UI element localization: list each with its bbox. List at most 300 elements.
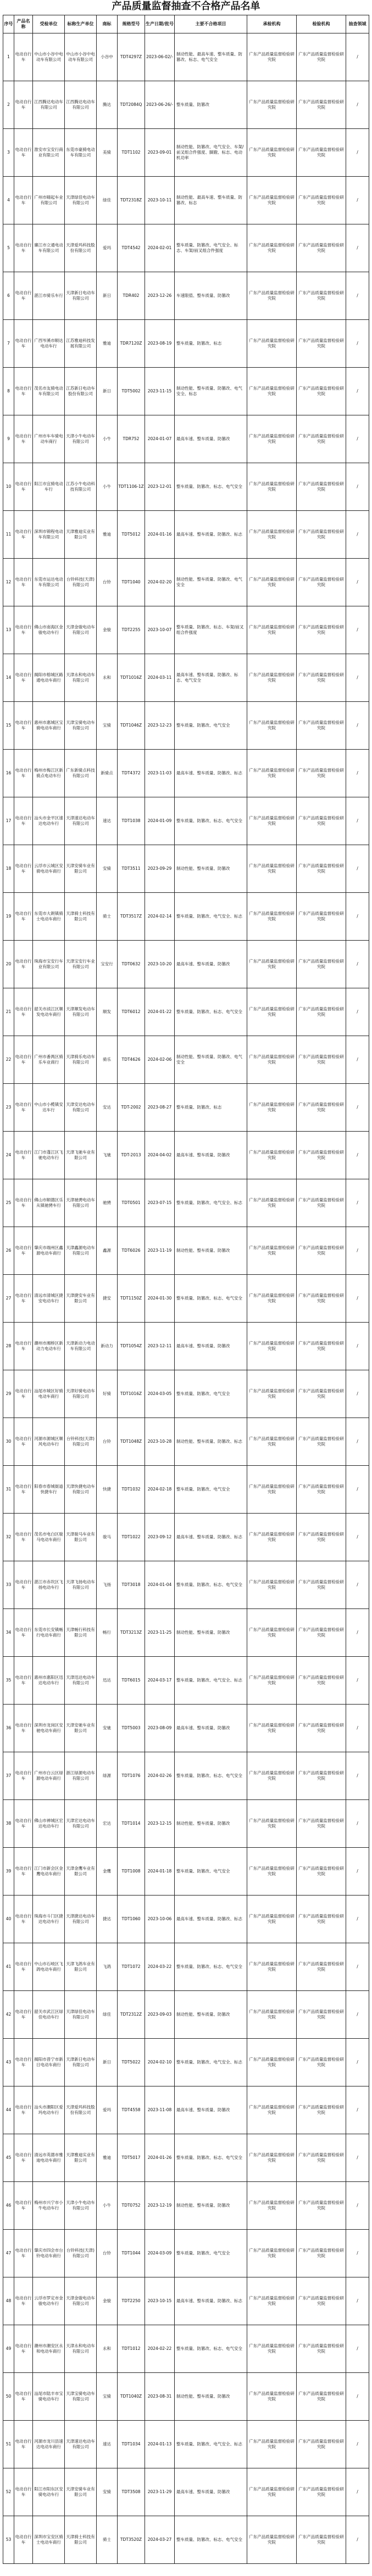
cell-failed-items: 整车质量、防篡改、电气安全、标志 xyxy=(175,893,247,941)
cell-inspection-agency: 广东产品质量监督检验研究院 xyxy=(297,2516,346,2564)
cell-product: 电动自行车 xyxy=(14,1561,33,1609)
cell-model: TDT6026 xyxy=(118,1227,145,1275)
cell-brand: 金骏 xyxy=(97,606,118,654)
cell-testing-agency: 广东产品质量监督检验研究院 xyxy=(247,1418,297,1466)
table-row xyxy=(3,177,369,224)
cell-manufacturer: 天津驰骋电动车有限公司 xyxy=(65,1179,97,1227)
cell-date: 2024-03-27 xyxy=(145,2516,175,2564)
cell-date: 2023-12-26 xyxy=(145,272,175,320)
cell-failed-items: 整车质量、防篡改、标志、电气安全 xyxy=(175,797,247,845)
cell-inspected-unit: 江门市新会区金鹰电动车商行 xyxy=(33,1848,65,1896)
cell-brand: 宏达 xyxy=(97,1800,118,1848)
cell-field: / xyxy=(346,177,369,224)
cell-date: 2024-02-14 xyxy=(145,893,175,941)
cell-product: 电动自行车 xyxy=(14,2277,33,2325)
cell-manufacturer: 天津速达电动车有限公司 xyxy=(65,797,97,845)
table-row xyxy=(3,1705,369,1752)
cell-product: 电动自行车 xyxy=(14,941,33,988)
cell-brand: 腾达 xyxy=(97,81,118,129)
cell-product: 电动自行车 xyxy=(14,1084,33,1132)
cell-manufacturer: 天津金骏电动车有限公司 xyxy=(65,2277,97,2325)
cell-field: / xyxy=(346,606,369,654)
cell-date: 2023-09-29 xyxy=(145,845,175,893)
cell-inspected-unit: 云浮市云城区安骑电动车商行 xyxy=(33,845,65,893)
cell-inspected-unit: 潮州市湘桥区新动力电动车行 xyxy=(33,1323,65,1370)
cell-failed-items: 制动性能、整车质量、防篡改 xyxy=(175,1800,247,1848)
table-row xyxy=(3,1132,369,1179)
cell-testing-agency: 广东产品质量监督检验研究院 xyxy=(247,1036,297,1084)
cell-index: 45 xyxy=(3,2134,14,2182)
cell-field: / xyxy=(346,1179,369,1227)
cell-index: 48 xyxy=(3,2277,14,2325)
cell-index: 49 xyxy=(3,2325,14,2373)
cell-inspected-unit: 中山市石岐区飞鸽电动车商行 xyxy=(33,1943,65,1991)
cell-failed-items: 整车质量、防篡改、标志 xyxy=(175,320,247,368)
cell-field: / xyxy=(346,463,369,511)
cell-failed-items: 整车质量、防篡改、标志、电气安全 xyxy=(175,1943,247,1991)
table-row xyxy=(3,2516,369,2564)
cell-testing-agency: 广东产品质量监督检验研究院 xyxy=(247,1609,297,1657)
cell-index: 50 xyxy=(3,2373,14,2421)
cell-brand: 新日 xyxy=(97,368,118,415)
cell-field: / xyxy=(346,2373,369,2421)
cell-inspected-unit: 广西岑溪市顺达电动车行 xyxy=(33,320,65,368)
table-row xyxy=(3,320,369,368)
cell-product: 电动自行车 xyxy=(14,845,33,893)
cell-testing-agency: 广东产品质量监督检验研究院 xyxy=(247,2373,297,2421)
cell-inspected-unit: 湛江市赤坎区飞扬电动车行 xyxy=(33,1561,65,1609)
cell-field: / xyxy=(346,702,369,750)
cell-failed-items: 最高车速、整车质量、防篡改、标志、电气安全 xyxy=(175,654,247,702)
cell-field: / xyxy=(346,1657,369,1705)
table-row xyxy=(3,2086,369,2134)
cell-inspection-agency: 广东产品质量监督检验研究院 xyxy=(297,1179,346,1227)
cell-manufacturer: 江西腾达电动车有限公司 xyxy=(65,81,97,129)
cell-failed-items: 整车质量、防篡改、标志、电气安全 xyxy=(175,463,247,511)
table-row xyxy=(3,845,369,893)
cell-model: TDT1034 xyxy=(118,2421,145,2468)
cell-inspected-unit: 中山市小榄镇安达车行 xyxy=(33,1084,65,1132)
cell-inspection-agency: 广东产品质量监督检验研究院 xyxy=(297,1943,346,1991)
table-row xyxy=(3,2421,369,2468)
cell-product: 电动自行车 xyxy=(14,2039,33,2086)
cell-inspection-agency: 广东产品质量监督检验研究院 xyxy=(297,1418,346,1466)
cell-brand: 台铃 xyxy=(97,559,118,606)
cell-date: 2023-10-15 xyxy=(145,2277,175,2325)
cell-testing-agency: 广东产品质量监督检验研究院 xyxy=(247,1275,297,1323)
cell-inspection-agency: 广东产品质量监督检验研究院 xyxy=(297,1084,346,1132)
cell-failed-items: 整车质量、防篡改、标志、电气安全 xyxy=(175,2516,247,2564)
cell-field: / xyxy=(346,368,369,415)
cell-manufacturer: 江苏小牛电动科技有限公司 xyxy=(65,463,97,511)
cell-date: 2023-06-02/- xyxy=(145,33,175,81)
cell-index: 1 xyxy=(3,33,14,81)
cell-inspection-agency: 广东产品质量监督检验研究院 xyxy=(297,2468,346,2516)
cell-field: / xyxy=(346,1132,369,1179)
cell-failed-items: 制动性能、最高车速、整车质量、防篡改、标志、电气安全 xyxy=(175,33,247,81)
cell-date: 2023-10-06 xyxy=(145,1896,175,1943)
cell-product: 电动自行车 xyxy=(14,320,33,368)
cell-failed-items: 整车质量、防篡改、电气安全、标志 xyxy=(175,1179,247,1227)
cell-date: 2024-01-30 xyxy=(145,1275,175,1323)
table-row xyxy=(3,750,369,797)
cell-inspection-agency: 广东产品质量监督检验研究院 xyxy=(297,1323,346,1370)
cell-product: 电动自行车 xyxy=(14,81,33,129)
cell-inspected-unit: 潮州市潮安区永和电动车商行 xyxy=(33,2325,65,2373)
cell-model: TDT4297Z xyxy=(118,33,145,81)
cell-date: 2023-11-08 xyxy=(145,2086,175,2134)
cell-field: / xyxy=(346,511,369,559)
cell-product: 电动自行车 xyxy=(14,33,33,81)
table-row xyxy=(3,224,369,272)
cell-inspected-unit: 珠海市宝安行车业有限公司 xyxy=(33,941,65,988)
cell-index: 21 xyxy=(3,988,14,1036)
cell-manufacturer: 天津捷安车业有限公司 xyxy=(65,1275,97,1323)
cell-index: 27 xyxy=(3,1275,14,1323)
cell-failed-items: 最高车速、整车质量、防篡改 xyxy=(175,941,247,988)
cell-model: TDT1040Z xyxy=(118,2373,145,2421)
cell-manufacturer: 浙江绿源电动车有限公司 xyxy=(65,1752,97,1800)
cell-field: / xyxy=(346,2230,369,2277)
cell-index: 30 xyxy=(3,1418,14,1466)
cell-inspection-agency: 广东产品质量监督检验研究院 xyxy=(297,1896,346,1943)
cell-product: 电动自行车 xyxy=(14,463,33,511)
cell-manufacturer: 台铃科技(天津)有限公司 xyxy=(65,559,97,606)
cell-model: TDT6012 xyxy=(118,988,145,1036)
cell-inspection-agency: 广东产品质量监督检验研究院 xyxy=(297,511,346,559)
cell-index: 47 xyxy=(3,2230,14,2277)
cell-inspected-unit: 梅州市兴宁市小牛电动车行 xyxy=(33,2182,65,2230)
cell-inspected-unit: 河源市龙川县速达电动车商行 xyxy=(33,2421,65,2468)
cell-brand: 金鹰 xyxy=(97,1848,118,1896)
cell-inspected-unit: 广州市番禺区骑乐车业商行 xyxy=(33,1036,65,1084)
cell-inspected-unit: 广州市嗨起车业有限公司 xyxy=(33,177,65,224)
cell-inspected-unit: 清远市英德市雅迪电动车商行 xyxy=(33,2134,65,2182)
table-row xyxy=(3,129,369,177)
cell-manufacturer: 天津骑乐电动车有限公司 xyxy=(65,1036,97,1084)
cell-manufacturer: 天津爱玛科技股份有限公司 xyxy=(65,2086,97,2134)
header-model: 规格型号 xyxy=(118,15,145,33)
header-brand: 商标 xyxy=(97,15,118,33)
cell-product: 电动自行车 xyxy=(14,1514,33,1561)
cell-inspected-unit: 阳江市阳东区安骑电动车行 xyxy=(33,2468,65,2516)
cell-model: TDT1054Z xyxy=(118,1323,145,1370)
cell-index: 3 xyxy=(3,129,14,177)
cell-date: 2023-08-27 xyxy=(145,1084,175,1132)
cell-testing-agency: 广东产品质量监督检验研究院 xyxy=(247,1800,297,1848)
cell-brand: 安骑 xyxy=(97,2468,118,2516)
cell-field: / xyxy=(346,81,369,129)
cell-testing-agency: 广东产品质量监督检验研究院 xyxy=(247,1657,297,1705)
cell-model: TDT1076 xyxy=(118,1752,145,1800)
cell-failed-items: 整车质量、防篡改、电气安全 xyxy=(175,702,247,750)
cell-date: 2023-12-11 xyxy=(145,1323,175,1370)
cell-inspection-agency: 广东产品质量监督检验研究院 xyxy=(297,1227,346,1275)
cell-index: 12 xyxy=(3,559,14,606)
cell-inspection-agency: 广东产品质量监督检验研究院 xyxy=(297,177,346,224)
cell-brand: 捷达 xyxy=(97,1896,118,1943)
cell-model: TDT1044 xyxy=(118,2230,145,2277)
cell-manufacturer: 天津永和电动车有限公司 xyxy=(65,654,97,702)
cell-inspected-unit: 云浮市罗定市金骏电动车行 xyxy=(33,2277,65,2325)
cell-testing-agency: 广东产品质量监督检验研究院 xyxy=(247,1370,297,1418)
table-row xyxy=(3,1514,369,1561)
cell-failed-items: 最高车速、整车质量、防篡改 xyxy=(175,2468,247,2516)
cell-manufacturer: 天津绿佳电动车有限公司 xyxy=(65,1991,97,2039)
cell-testing-agency: 广东产品质量监督检验研究院 xyxy=(247,2516,297,2564)
cell-product: 电动自行车 xyxy=(14,415,33,463)
cell-inspected-unit: 惠州市惠城区宝骑电动车商行 xyxy=(33,702,65,750)
cell-model: TDT0501 xyxy=(118,1179,145,1227)
cell-inspected-unit: 汕尾市城区好骑电动车商行 xyxy=(33,1370,65,1418)
cell-product: 电动自行车 xyxy=(14,1705,33,1752)
cell-manufacturer: 天津速达电动车有限公司 xyxy=(65,2421,97,2468)
cell-inspection-agency: 广东产品质量监督检验研究院 xyxy=(297,1991,346,2039)
cell-failed-items: 整车质量、防篡改、电气安全 xyxy=(175,1370,247,1418)
cell-testing-agency: 广东产品质量监督检验研究院 xyxy=(247,2277,297,2325)
table-row xyxy=(3,2230,369,2277)
cell-model: TDT3511 xyxy=(118,845,145,893)
table-row xyxy=(3,941,369,988)
cell-inspected-unit: 珠海市斗门区捷达电动车行 xyxy=(33,1896,65,1943)
cell-failed-items: 整车质量、防篡改、电气安全 xyxy=(175,1466,247,1514)
cell-failed-items: 最高车速、整车质量、防篡改 xyxy=(175,1323,247,1370)
cell-date: 2023-12-23 xyxy=(145,702,175,750)
cell-brand: 小牛 xyxy=(97,2182,118,2230)
cell-model: TDT1014 xyxy=(118,1800,145,1848)
cell-field: / xyxy=(346,1896,369,1943)
cell-model: TDT0632 xyxy=(118,941,145,988)
cell-index: 5 xyxy=(3,224,14,272)
cell-date: 2024-02-22 xyxy=(145,2325,175,2373)
cell-testing-agency: 广东产品质量监督检验研究院 xyxy=(247,1752,297,1800)
cell-manufacturer: 天津安达电动车有限公司 xyxy=(65,1084,97,1132)
cell-date: 2023-08-09 xyxy=(145,1705,175,1752)
cell-inspected-unit: 广州市车车骑电动车商行 xyxy=(33,415,65,463)
cell-inspection-agency: 广东产品质量监督检验研究院 xyxy=(297,2277,346,2325)
cell-brand: 小牛 xyxy=(97,415,118,463)
cell-failed-items: 整车质量、防篡改、电气安全、标志、车架/前叉组合件强度 xyxy=(175,224,247,272)
header-manufacturer: 标称生产单位 xyxy=(65,15,97,33)
cell-date: 2023-06-26/- xyxy=(145,81,175,129)
cell-brand: 飞驰 xyxy=(97,1132,118,1179)
cell-inspected-unit: 东莞市长安镇畅行电动车商行 xyxy=(33,1609,65,1657)
cell-model: TDT5003 xyxy=(118,1705,145,1752)
cell-date: 2024-03-17 xyxy=(145,1657,175,1705)
cell-testing-agency: 广东产品质量监督检验研究院 xyxy=(247,368,297,415)
table-row xyxy=(3,1752,369,1800)
cell-product: 电动自行车 xyxy=(14,2134,33,2182)
cell-failed-items: 最高车速、整车质量、防篡改 xyxy=(175,1705,247,1752)
cell-brand: 骑乐 xyxy=(97,1036,118,1084)
cell-failed-items: 整车质量、防篡改、电气安全、标志 xyxy=(175,1657,247,1705)
cell-inspection-agency: 广东产品质量监督检验研究院 xyxy=(297,272,346,320)
cell-index: 39 xyxy=(3,1848,14,1896)
cell-field: / xyxy=(346,2421,369,2468)
cell-brand: 绿源 xyxy=(97,1752,118,1800)
cell-inspected-unit: 揭阳市榕城区路通电动车商行 xyxy=(33,654,65,702)
cell-model: TDT2255 xyxy=(118,606,145,654)
cell-failed-items: 制动性能、整车质量、防篡改 xyxy=(175,1991,247,2039)
cell-index: 7 xyxy=(3,320,14,368)
cell-testing-agency: 广东产品质量监督检验研究院 xyxy=(247,2134,297,2182)
cell-index: 44 xyxy=(3,2086,14,2134)
cell-model: TDT5002 xyxy=(118,368,145,415)
cell-manufacturer: 天津新动力电动车有限公司 xyxy=(65,1323,97,1370)
cell-index: 43 xyxy=(3,2039,14,2086)
cell-product: 电动自行车 xyxy=(14,1370,33,1418)
cell-date: 2024-02-01 xyxy=(145,224,175,272)
cell-inspected-unit: 惠州市惠阳区迅达电动车行 xyxy=(33,1657,65,1705)
cell-product: 电动自行车 xyxy=(14,1943,33,1991)
table-row xyxy=(3,2039,369,2086)
cell-field: / xyxy=(346,1705,369,1752)
cell-failed-items: 制动性能、整车质量、防篡改、电气安全 xyxy=(175,1036,247,1084)
cell-date: 2023-10-28 xyxy=(145,1418,175,1466)
cell-product: 电动自行车 xyxy=(14,2230,33,2277)
cell-inspected-unit: 佛山市南海区金骏电动车行 xyxy=(33,606,65,654)
cell-manufacturer: 天津金骏电动车有限公司 xyxy=(65,606,97,654)
cell-field: / xyxy=(346,893,369,941)
cell-field: / xyxy=(346,415,369,463)
cell-failed-items: 整车质量、防篡改、电气安全 xyxy=(175,2230,247,2277)
cell-product: 电动自行车 xyxy=(14,1323,33,1370)
cell-product: 电动自行车 xyxy=(14,511,33,559)
cell-inspection-agency: 广东产品质量监督检验研究院 xyxy=(297,893,346,941)
cell-inspection-agency: 广东产品质量监督检验研究院 xyxy=(297,606,346,654)
cell-field: / xyxy=(346,1370,369,1418)
cell-index: 28 xyxy=(3,1323,14,1370)
table-row xyxy=(3,2325,369,2373)
cell-model: TDT2084Q xyxy=(118,81,145,129)
cell-brand: 鑫源 xyxy=(97,1227,118,1275)
cell-testing-agency: 广东产品质量监督检验研究院 xyxy=(247,1991,297,2039)
cell-failed-items: 整车质量、防篡改、标志、电气安全 xyxy=(175,1752,247,1800)
cell-manufacturer: 天津快捷电动车有限公司 xyxy=(65,1466,97,1514)
cell-index: 46 xyxy=(3,2182,14,2230)
header-failed-items: 主要不合格项目 xyxy=(175,15,247,33)
cell-field: / xyxy=(346,1418,369,1466)
cell-model: TDT1032 xyxy=(118,1466,145,1514)
cell-inspection-agency: 广东产品质量监督检验研究院 xyxy=(297,2325,346,2373)
cell-field: / xyxy=(346,2516,369,2564)
cell-date: 2024-03-22 xyxy=(145,1943,175,1991)
cell-field: / xyxy=(346,988,369,1036)
cell-field: / xyxy=(346,1466,369,1514)
cell-index: 9 xyxy=(3,415,14,463)
cell-inspected-unit: 韶关市浈江区顺发电动车商行 xyxy=(33,988,65,1036)
header-date: 生产日期/批号 xyxy=(145,15,175,33)
document-title: 产品质量监督抽查不合格产品名单 xyxy=(112,1,260,12)
cell-product: 电动自行车 xyxy=(14,606,33,654)
cell-failed-items: 整车质量、防篡改、标志、电气安全 xyxy=(175,1561,247,1609)
table-row xyxy=(3,797,369,845)
cell-inspection-agency: 广东产品质量监督检验研究院 xyxy=(297,129,346,177)
cell-inspected-unit: 淮安市宝安行商业有限公司 xyxy=(33,129,65,177)
cell-failed-items: 制动性能、最高车速、整车质量、防篡改、标志 xyxy=(175,177,247,224)
cell-product: 电动自行车 xyxy=(14,1227,33,1275)
cell-field: / xyxy=(346,1800,369,1848)
cell-model: TDT-2002 xyxy=(118,1084,145,1132)
cell-brand: 畅行 xyxy=(97,1609,118,1657)
cell-brand: 骑士 xyxy=(97,2516,118,2564)
cell-inspection-agency: 广东产品质量监督检验研究院 xyxy=(297,988,346,1036)
cell-field: / xyxy=(346,559,369,606)
cell-field: / xyxy=(346,654,369,702)
cell-model: TDT1060 xyxy=(118,1896,145,1943)
cell-testing-agency: 广东产品质量监督检验研究院 xyxy=(247,1561,297,1609)
cell-date: 2024-02-18 xyxy=(145,1466,175,1514)
cell-failed-items: 整车质量、防篡改、标志、车架/前叉组合件强度 xyxy=(175,606,247,654)
table-row xyxy=(3,893,369,941)
cell-product: 电动自行车 xyxy=(14,1036,33,1084)
cell-index: 38 xyxy=(3,1800,14,1848)
cell-model: TDT1040 xyxy=(118,559,145,606)
table-row xyxy=(3,1609,369,1657)
cell-failed-items: 整车质量、防篡改、电气安全、标志 xyxy=(175,2421,247,2468)
cell-brand: 宝骑 xyxy=(97,702,118,750)
table-row xyxy=(3,1991,369,2039)
cell-date: 2023-10-20 xyxy=(145,941,175,988)
table-row xyxy=(3,1896,369,1943)
cell-date: 2024-01-07 xyxy=(145,415,175,463)
cell-product: 电动自行车 xyxy=(14,2182,33,2230)
cell-inspection-agency: 广东产品质量监督检验研究院 xyxy=(297,224,346,272)
cell-testing-agency: 广东产品质量监督检验研究院 xyxy=(247,2421,297,2468)
cell-field: / xyxy=(346,2039,369,2086)
cell-brand: 小谷中 xyxy=(97,33,118,81)
cell-brand: 金骏 xyxy=(97,2277,118,2325)
cell-inspection-agency: 广东产品质量监督检验研究院 xyxy=(297,559,346,606)
cell-testing-agency: 广东产品质量监督检验研究院 xyxy=(247,1943,297,1991)
cell-testing-agency: 广东产品质量监督检验研究院 xyxy=(247,1514,297,1561)
table-row xyxy=(3,2182,369,2230)
cell-field: / xyxy=(346,2277,369,2325)
table-row xyxy=(3,1848,369,1896)
cell-failed-items: 制动性能、整车质量、防篡改 xyxy=(175,1609,247,1657)
cell-inspected-unit: 广州市白云区绿源电动车商行 xyxy=(33,1752,65,1800)
table-row xyxy=(3,559,369,606)
cell-model: TDT4626 xyxy=(118,1036,145,1084)
cell-index: 2 xyxy=(3,81,14,129)
cell-testing-agency: 广东产品质量监督检验研究院 xyxy=(247,1227,297,1275)
cell-manufacturer: 天津飞驰车业有限公司 xyxy=(65,1132,97,1179)
cell-brand: 速达 xyxy=(97,797,118,845)
cell-index: 16 xyxy=(3,750,14,797)
cell-inspected-unit: 佛山市禅城区宏达电动车行 xyxy=(33,1800,65,1848)
cell-testing-agency: 广东产品质量监督检验研究院 xyxy=(247,511,297,559)
table-row xyxy=(3,1466,369,1514)
table-row xyxy=(3,654,369,702)
table-row xyxy=(3,368,369,415)
cell-date: 2024-03-09 xyxy=(145,2230,175,2277)
cell-inspection-agency: 广东产品质量监督检验研究院 xyxy=(297,1275,346,1323)
cell-model: TDT2250 xyxy=(118,2277,145,2325)
cell-index: 32 xyxy=(3,1514,14,1561)
cell-inspection-agency: 广东产品质量监督检验研究院 xyxy=(297,702,346,750)
table-row xyxy=(3,81,369,129)
cell-index: 36 xyxy=(3,1705,14,1752)
cell-testing-agency: 广东产品质量监督检验研究院 xyxy=(247,606,297,654)
cell-field: / xyxy=(346,2468,369,2516)
cell-product: 电动自行车 xyxy=(14,1132,33,1179)
cell-date: 2023-11-15 xyxy=(145,368,175,415)
cell-model: TDT1038 xyxy=(118,797,145,845)
cell-inspected-unit: 湛江市骑乐车行 xyxy=(33,272,65,320)
cell-model: TDT3213Z xyxy=(118,1609,145,1657)
cell-manufacturer: 天津好骑电动车有限公司 xyxy=(65,1370,97,1418)
table-row xyxy=(3,2468,369,2516)
